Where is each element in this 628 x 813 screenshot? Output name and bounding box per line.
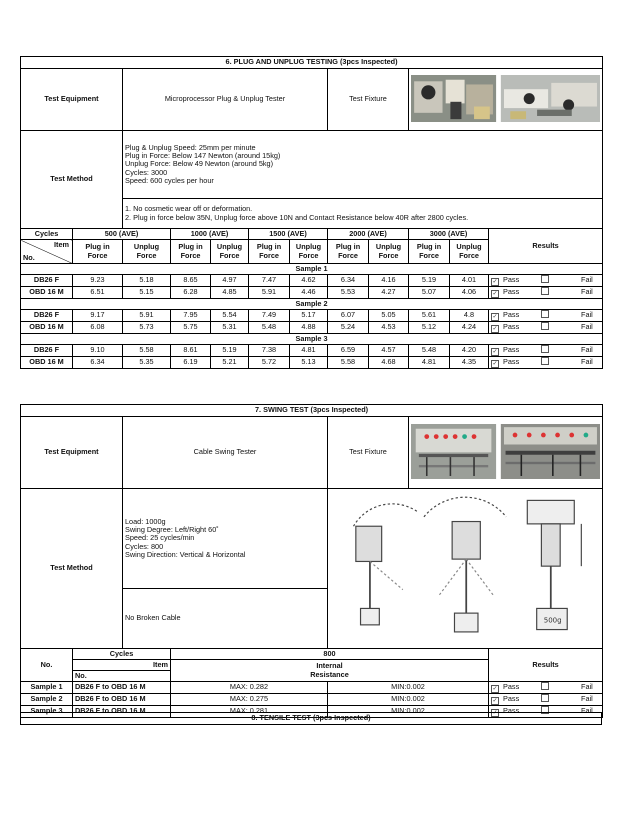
force-value: 5.58 xyxy=(123,345,171,357)
force-value: 5.19 xyxy=(211,345,249,357)
cycle-group: 1000 (AVE) xyxy=(171,229,249,240)
force-value: 5.73 xyxy=(123,322,171,334)
max-resistance: MAX: 0.282 xyxy=(171,682,328,694)
max-resistance: MAX: 0.281 xyxy=(171,706,328,718)
test-equipment-label: Test Equipment xyxy=(21,417,123,489)
fail-checkbox[interactable] xyxy=(541,345,549,353)
force-value: 5.21 xyxy=(211,357,249,369)
force-value: 4.53 xyxy=(369,322,409,334)
fail-checkbox[interactable] xyxy=(541,694,549,702)
section-title: 6. PLUG AND UNPLUG TESTING (3pcs Inspected) xyxy=(21,57,603,69)
fixture-photos xyxy=(409,417,603,489)
table-row xyxy=(21,310,603,322)
force-value: 4.97 xyxy=(211,275,249,287)
pass-label: Pass xyxy=(503,357,520,366)
table-row xyxy=(21,345,603,357)
unplug-force-header: Unplug Force xyxy=(369,240,409,264)
pass-label: Pass xyxy=(503,310,520,319)
force-value: 4.81 xyxy=(409,357,450,369)
pass-checkbox[interactable]: ✓ xyxy=(492,698,498,705)
unplug-force-header: Unplug Force xyxy=(290,240,328,264)
fail-label: Fail xyxy=(581,345,593,354)
force-value: 4.16 xyxy=(369,275,409,287)
pass-checkbox[interactable]: ✓ xyxy=(492,349,498,355)
pass-label: Pass xyxy=(503,322,520,331)
force-value: 4.24 xyxy=(450,322,489,334)
diagram-weight-label: 500g xyxy=(543,615,562,625)
pass-label: Pass xyxy=(503,694,520,704)
max-resistance: MAX: 0.275 xyxy=(171,694,328,706)
fixture-photos xyxy=(409,69,603,131)
fail-checkbox[interactable] xyxy=(541,682,549,690)
force-value: 5.91 xyxy=(123,310,171,322)
pass-checkbox[interactable]: ✓ xyxy=(492,710,498,717)
force-value: 5.61 xyxy=(409,310,450,322)
force-value: 6.51 xyxy=(73,287,123,299)
force-value: 4.46 xyxy=(290,287,328,299)
cycles-label: Cycles xyxy=(73,649,171,660)
force-value: 5.54 xyxy=(211,310,249,322)
cycle-group: 1500 (AVE) xyxy=(249,229,328,240)
fail-label: Fail xyxy=(581,694,593,704)
force-value: 6.34 xyxy=(73,357,123,369)
force-value: 5.12 xyxy=(409,322,450,334)
force-value: 5.17 xyxy=(290,310,328,322)
min-resistance: MIN:0.002 xyxy=(328,694,489,706)
force-value: 4.8 xyxy=(450,310,489,322)
unplug-force-header: Unplug Force xyxy=(123,240,171,264)
force-value: 4.35 xyxy=(450,357,489,369)
sample-name: Sample 3 xyxy=(21,706,73,718)
pass-checkbox[interactable]: ✓ xyxy=(492,314,498,320)
fail-label: Fail xyxy=(581,287,593,296)
force-value: 6.28 xyxy=(171,287,211,299)
force-value: 9.23 xyxy=(73,275,123,287)
force-value: 5.35 xyxy=(123,357,171,369)
force-value: 5.24 xyxy=(328,322,369,334)
pass-label: Pass xyxy=(503,682,520,692)
pass-checkbox[interactable]: ✓ xyxy=(492,686,498,693)
force-value: 4.57 xyxy=(369,345,409,357)
cycles-value: 800 xyxy=(171,649,489,660)
force-value: 5.05 xyxy=(369,310,409,322)
plug-unplug-table xyxy=(20,56,603,369)
fail-label: Fail xyxy=(581,706,593,716)
force-value: 7.38 xyxy=(249,345,290,357)
cycle-group: 3000 (AVE) xyxy=(409,229,489,240)
result-cell xyxy=(489,310,603,322)
unplug-force-header: Unplug Force xyxy=(450,240,489,264)
equipment-name: Cable Swing Tester xyxy=(123,417,328,489)
part-no: DB26 F xyxy=(21,310,73,322)
pass-label: Pass xyxy=(503,345,520,354)
table-row xyxy=(21,694,603,706)
plug-in-force-header: Plug in Force xyxy=(171,240,211,264)
force-value: 7.95 xyxy=(171,310,211,322)
force-value: 5.07 xyxy=(409,287,450,299)
plug-in-force-header: Plug in Force xyxy=(249,240,290,264)
fail-checkbox[interactable] xyxy=(541,287,549,295)
plug-in-force-header: Plug in Force xyxy=(409,240,450,264)
fail-label: Fail xyxy=(581,322,593,331)
no-sub-label: No. xyxy=(73,671,171,682)
results-header: Results xyxy=(489,649,603,682)
results-header: Results xyxy=(489,229,603,264)
section-title: 8. TENSILE TEST (3pcs Inspected) xyxy=(21,713,602,725)
table-row xyxy=(21,275,603,287)
cycle-group: 2000 (AVE) xyxy=(328,229,409,240)
fail-checkbox[interactable] xyxy=(541,357,549,365)
swing-diagrams xyxy=(328,489,603,649)
unplug-force-header: Unplug Force xyxy=(211,240,249,264)
force-value: 5.91 xyxy=(249,287,290,299)
force-value: 9.17 xyxy=(73,310,123,322)
result-cell xyxy=(489,287,603,299)
cycle-group: 500 (AVE) xyxy=(73,229,171,240)
result-cell xyxy=(489,322,603,334)
force-value: 6.07 xyxy=(328,310,369,322)
force-value: 4.68 xyxy=(369,357,409,369)
force-value: 9.10 xyxy=(73,345,123,357)
force-value: 5.31 xyxy=(211,322,249,334)
force-value: 5.58 xyxy=(328,357,369,369)
fail-label: Fail xyxy=(581,275,593,284)
sample-name: Sample 2 xyxy=(21,694,73,706)
force-value: 7.47 xyxy=(249,275,290,287)
force-value: 6.19 xyxy=(171,357,211,369)
item-name: DB26 F to OBD 16 M xyxy=(73,682,171,694)
fail-label: Fail xyxy=(581,357,593,366)
pass-checkbox[interactable]: ✓ xyxy=(492,326,498,332)
test-equipment-label: Test Equipment xyxy=(21,69,123,131)
force-value: 5.53 xyxy=(328,287,369,299)
swing-diagram xyxy=(330,491,600,644)
equipment-name: Microprocessor Plug & Unplug Tester xyxy=(123,69,328,131)
plug-in-force-header: Plug in Force xyxy=(73,240,123,264)
part-no: OBD 16 M xyxy=(21,357,73,369)
pass-checkbox[interactable]: ✓ xyxy=(492,361,498,367)
internal-resistance-header: Internal Resistance xyxy=(171,660,489,682)
item-label: Item xyxy=(53,240,69,249)
force-value: 5.48 xyxy=(409,345,450,357)
plug-results-body xyxy=(21,264,603,369)
test-method-label: Test Method xyxy=(21,489,123,649)
table-row xyxy=(21,322,603,334)
item-label: Item xyxy=(73,660,171,671)
item-name: DB26 F to OBD 16 M xyxy=(73,706,171,718)
force-value: 6.08 xyxy=(73,322,123,334)
force-value: 5.72 xyxy=(249,357,290,369)
force-value: 4.62 xyxy=(290,275,328,287)
force-value: 4.85 xyxy=(211,287,249,299)
result-cell xyxy=(489,357,603,369)
result-cell xyxy=(489,345,603,357)
fail-checkbox[interactable] xyxy=(541,322,549,330)
min-resistance: MIN:0.002 xyxy=(328,706,489,718)
plug-tester-photo xyxy=(411,75,600,122)
no-header: No. xyxy=(21,649,73,682)
force-value: 8.65 xyxy=(171,275,211,287)
sample-name: Sample 1 xyxy=(21,682,73,694)
sample-header: Sample 1 xyxy=(21,264,603,275)
table-row xyxy=(21,287,603,299)
force-value: 8.61 xyxy=(171,345,211,357)
item-no-header xyxy=(21,240,73,264)
sample-header: Sample 2 xyxy=(21,299,603,310)
part-no: OBD 16 M xyxy=(21,287,73,299)
force-value: 5.13 xyxy=(290,357,328,369)
part-no: OBD 16 M xyxy=(21,322,73,334)
swing-tester-photo xyxy=(411,424,600,479)
fail-label: Fail xyxy=(581,682,593,692)
acceptance-criteria: No Broken Cable xyxy=(123,589,328,649)
cycles-label: Cycles xyxy=(21,229,73,240)
part-no: DB26 F xyxy=(21,345,73,357)
pass-label: Pass xyxy=(503,706,520,716)
sample-header: Sample 3 xyxy=(21,334,603,345)
force-value: 6.34 xyxy=(328,275,369,287)
fail-checkbox[interactable] xyxy=(541,310,549,318)
force-value: 7.49 xyxy=(249,310,290,322)
table-row xyxy=(21,682,603,694)
result-cell xyxy=(489,682,603,694)
fail-label: Fail xyxy=(581,310,593,319)
force-value: 4.27 xyxy=(369,287,409,299)
test-method-text: Load: 1000g Swing Degree: Left/Right 60˚ Speed: 25 cycles/min Cycles: 800 Swing Direction: Vertical & Horizontal xyxy=(123,489,328,589)
force-value: 4.81 xyxy=(290,345,328,357)
force-value: 4.88 xyxy=(290,322,328,334)
item-name: DB26 F to OBD 16 M xyxy=(73,694,171,706)
pass-label: Pass xyxy=(503,287,520,296)
force-value: 5.48 xyxy=(249,322,290,334)
part-no: DB26 F xyxy=(21,275,73,287)
force-value: 4.06 xyxy=(450,287,489,299)
force-value: 5.19 xyxy=(409,275,450,287)
result-cell xyxy=(489,694,603,706)
min-resistance: MIN:0.002 xyxy=(328,682,489,694)
test-fixture-label: Test Fixture xyxy=(328,417,409,489)
force-value: 5.75 xyxy=(171,322,211,334)
acceptance-criteria: 1. No cosmetic wear off or deformation. 2. Plug in force below 35N, Unplug force above 10N and Contact Resistance below 40R after 2800 cycles. xyxy=(123,199,603,229)
force-value: 4.20 xyxy=(450,345,489,357)
tensile-test-table xyxy=(20,712,602,725)
force-value: 5.15 xyxy=(123,287,171,299)
test-fixture-label: Test Fixture xyxy=(328,69,409,131)
swing-test-table xyxy=(20,404,603,718)
test-method-text: Plug & Unplug Speed: 25mm per minute Plug in Force: Below 147 Newton (around 15kg) Unplug Force: Below 49 Newton (around 5kg) Cycles: 3000 Speed: 600 cycles per hour xyxy=(123,131,603,199)
table-row xyxy=(21,357,603,369)
force-value: 4.01 xyxy=(450,275,489,287)
test-method-label: Test Method xyxy=(21,131,123,229)
force-value: 5.18 xyxy=(123,275,171,287)
pass-label: Pass xyxy=(503,275,520,284)
fail-checkbox[interactable] xyxy=(541,275,549,283)
no-label: No. xyxy=(23,252,35,262)
pass-checkbox[interactable]: ✓ xyxy=(492,291,498,297)
pass-checkbox[interactable]: ✓ xyxy=(492,279,498,285)
plug-in-force-header: Plug in Force xyxy=(328,240,369,264)
result-cell xyxy=(489,275,603,287)
section-title: 7. SWING TEST (3pcs Inspected) xyxy=(21,405,603,417)
force-value: 6.59 xyxy=(328,345,369,357)
